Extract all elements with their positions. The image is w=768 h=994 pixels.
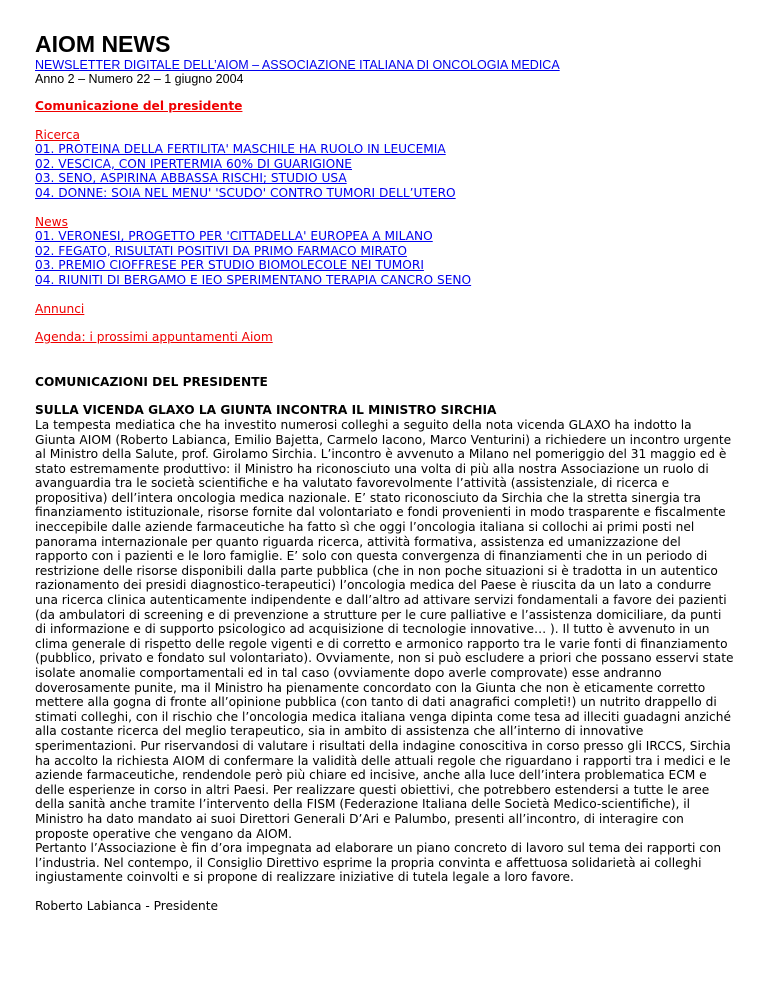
toc-presidente-block [35,99,735,114]
toc-news-item[interactable]: 04. RIUNITI DI BERGAMO E IEO SPERIMENTANO TERAPIA CANCRO SENO [35,272,472,287]
toc-news-item[interactable]: 03. PREMIO CIOFFRESE PER STUDIO BIOMOLECOLE NEI TUMORI [35,258,424,273]
newsletter-page [35,30,735,914]
toc-news-item[interactable]: 01. VERONESI, PROGETTO PER 'CITTADELLA' EUROPEA A MILANO [35,229,433,244]
toc-agenda-block [35,330,735,345]
toc-annunci-block [35,302,735,317]
section-heading: COMUNICAZIONI DEL PRESIDENTE [35,374,268,389]
article-paragraph: La tempesta mediatica che ha investito numerosi colleghi a seguito della nota vicenda GLAXO ha indotto la Giunta AIOM (Roberto Labianca, Emilio Bajetta, Carmelo Iacono, Marco Venturini) a richiedere un incontro urgente al Ministro della Salute, prof. Girolamo Sirchia. L’incontro è avvenuto a Milano nel pomeriggio del 31 maggio ed è stato estremamente produttivo: il Ministro ha riconosciuto una volta di più alla nostra Associazione un ruolo di avanguardia tra le società scientifiche e ha valutato favorevolmente l’attività (assistenziale, di ricerca e propositiva) dell’intera oncologia medica nazionale. E’ stato riconosciuto da Sirchia che la stretta sinergia tra finanziamento istituzionale, risorse fornite dal volontariato e fondi provenienti in modo trasparente e fiscalmente ineccepibile dalle aziende farmaceutiche ha fatto sì che oggi l’oncologia italiana si collochi ai primi posti nel panorama internazionale per quanto riguarda ricerca, attività formativa, assistenza ed umanizzazione del rapporto con i pazienti e le loro famiglie. E’ solo con questa convergenza di finanziamenti che in un periodo di restrizione delle risorse disponibili dalla parte pubblica (che in non poche situazioni si è tradotta in un autentico razionamento dei presidi diagnostico-terapeutici) l’oncologia medica del Paese è riuscita da un lato a condurre una ricerca clinica autenticamente indipendente e dall’altro ad attivare servizi fondamentali a favore dei pazienti (da ambulatori di screening e di prevenzione a strutture per le cure palliative e l’assistenza domiciliare, da punti di informazione e di supporto psicologico ad acquisizione di tecnologie innovative… ). Il tutto è avvenuto in un clima generale di rispetto delle regole vigenti e di corretto e armonico rapporto tra le varie fonti di finanziamento (pubblico, privato e fondato sul volontariato). Ovviamente, non si può escludere a priori che possano esservi state isolate anomalie comportamentali ed in tal caso (ovviamente dopo averle comprovate) esse andranno doverosamente punite, ma il Ministro ha pienamente concordato con la Giunta che non è eticamente corretto mettere alla gogna di fronte all’opinione pubblica (con tanto di dati anagrafici completi!) un nutrito drappello di stimati colleghi, con il rischio che l’oncologia medica italiana venga dipinta come tesa ad illeciti guadagni anziché alla costante ricerca del meglio terapeutico, sia in ambito di assistenza che all’interno di innovative sperimentazioni. Pur riservandosi di valutare i risultati della indagine conoscitiva in corso presso gli IRCCS, Sirchia ha accolto la richiesta AIOM di confermare la validità delle attuali regole che riguardano i rapporti tra i medici e le aziende farmaceutiche, rendendole però più chiare ed incisive, anche alla luce dell’intera problematica ECM e delle esperienze in corso in altri Paesi. Per realizzare questi obiettivi, che potrebbero estendersi a tutte le aree della sanità anche tramite l’intervento della FISM (Federazione Italiana delle Società Medico-scientifiche), il Ministro ha dato mandato ai suoi Direttori Generali D’Ari e Palumbo, presenti all’incontro, di interagire con proposte operative che vengano da AIOM. [35,417,734,841]
article-headline: SULLA VICENDA GLAXO LA GIUNTA INCONTRA IL MINISTRO SIRCHIA [35,403,497,418]
toc-ricerca-item[interactable]: 03. SENO, ASPIRINA ABBASSA RISCHI; STUDIO USA [35,171,347,186]
toc-link-agenda[interactable]: Agenda: i prossimi appuntamenti Aiom [35,330,273,345]
toc-link-ricerca[interactable]: Ricerca [35,127,80,142]
issue-info: Anno 2 – Numero 22 – 1 giugno 2004 [35,72,244,86]
toc-ricerca-item[interactable]: 01. PROTEINA DELLA FERTILITA' MASCHILE HA RUOLO IN LEUCEMIA [35,142,446,157]
toc-ricerca-item[interactable]: 02. VESCICA, CON IPERTERMIA 60% DI GUARIGIONE [35,156,353,171]
toc-link-presidente[interactable]: Comunicazione del presidente [35,99,243,113]
toc-link-annunci[interactable]: Annunci [35,301,85,316]
toc-ricerca-block [35,128,735,201]
toc-news-item[interactable]: 02. FEGATO, RISULTATI POSITIVI DA PRIMO FARMACO MIRATO [35,243,407,258]
article-paragraph: Pertanto l’Associazione è fin d’ora impegnata ad elaborare un piano concreto di lavoro sul tema dei rapporti con l’industria. Nel contempo, il Consiglio Direttivo esprime la propria convinta e affettuosa solidarietà ai colleghi ingiustamente coinvolti e si propone di realizzare iniziative di tutela legale a loro favore. [35,841,722,885]
newsletter-subtitle-link[interactable]: NEWSLETTER DIGITALE DELL’AIOM – ASSOCIAZIONE ITALIANA DI ONCOLOGIA MEDICA [35,58,560,72]
toc-link-news[interactable]: News [35,214,68,229]
toc-news-block [35,215,735,288]
article-signature: Roberto Labianca - Presidente [35,898,218,913]
toc-ricerca-item[interactable]: 04. DONNE: SOIA NEL MENU' 'SCUDO' CONTRO TUMORI DELL’UTERO [35,185,456,200]
newsletter-title: AIOM NEWS [35,31,171,57]
